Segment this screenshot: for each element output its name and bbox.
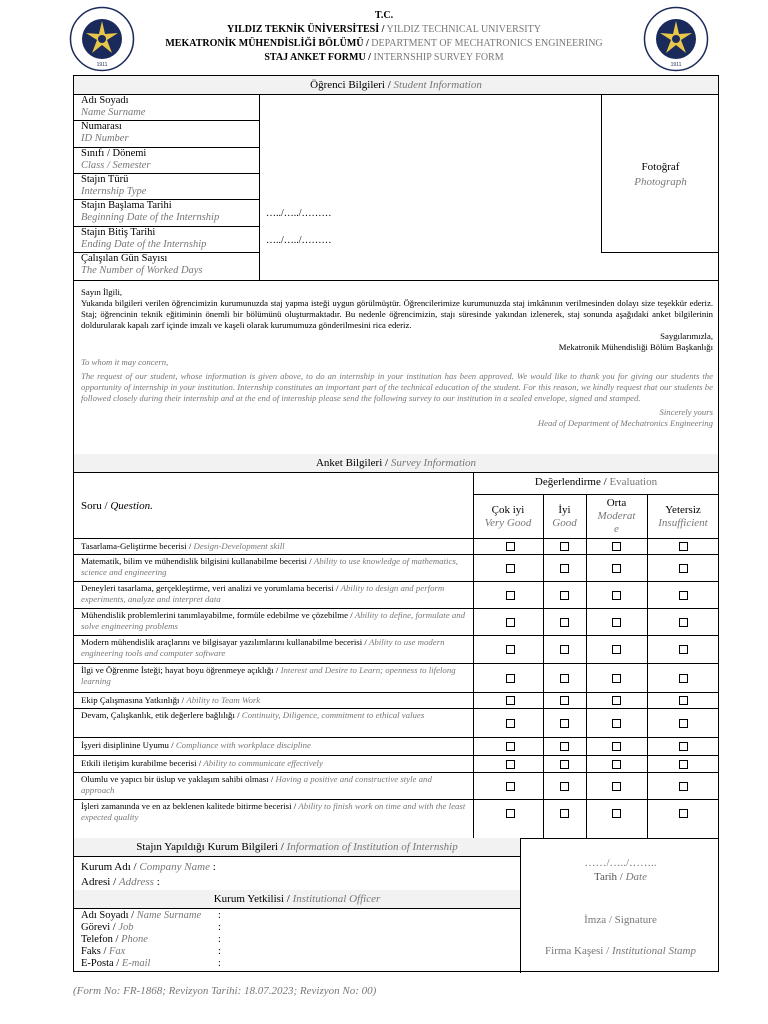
rating-checkbox[interactable]: [560, 760, 569, 769]
officer-field[interactable]: Telefon / Phone :: [81, 934, 221, 945]
rating-checkbox[interactable]: [506, 809, 515, 818]
rating-checkbox[interactable]: [560, 542, 569, 551]
header-university-en: YILDIZ TECHNICAL UNIVERSITY: [386, 24, 541, 35]
rating-checkbox[interactable]: [612, 809, 621, 818]
university-logo-right: [643, 6, 709, 72]
date-label-tr: Tarih /: [594, 871, 623, 883]
rating-checkbox[interactable]: [679, 696, 688, 705]
letter-closing-en: Sincerely yours: [659, 407, 713, 417]
officer-field[interactable]: Adı Soyadı / Name Surname :: [81, 910, 221, 921]
evaluation-column-header: Yetersiz Insufficient: [658, 504, 708, 529]
request-letter: [81, 287, 713, 429]
student-field-label: Stajın Bitiş Tarihi Ending Date of the Internship: [81, 226, 207, 250]
letter-greeting-tr: Sayın İlgili,: [81, 287, 123, 297]
rating-checkbox[interactable]: [506, 645, 515, 654]
survey-question: İşleri zamanında ve en az beklenen kalitede bitirme becerisi / Ability to finish work on time and with the least expected quality: [81, 801, 466, 822]
rating-checkbox[interactable]: [612, 542, 621, 551]
rating-checkbox[interactable]: [612, 719, 621, 728]
rating-checkbox[interactable]: [679, 542, 688, 551]
header-tc: T.C.: [374, 10, 394, 21]
letter-signer-en: Head of Department of Mechatronics Engineering: [537, 418, 713, 428]
rating-checkbox[interactable]: [679, 719, 688, 728]
student-field-label: Sınıfı / Dönemi Class / Semester: [81, 147, 151, 171]
company-section-header: Stajın Yapıldığı Kurum Bilgileri / Information of Institution of Internship: [74, 838, 520, 857]
header-university-tr: YILDIZ TEKNİK ÜNİVERSİTESİ /: [227, 24, 385, 35]
survey-question: Devam, Çalışkanlık, etik değerlere bağlılığı / Continuity, Diligence, commitment to ethical values: [81, 710, 425, 720]
rating-checkbox[interactable]: [679, 760, 688, 769]
survey-question: İşyeri disiplinine Uyumu / Compliance with workplace discipline: [81, 740, 311, 750]
rating-checkbox[interactable]: [612, 564, 621, 573]
survey-question: İlgi ve Öğrenme İsteği; hayat boyu öğrenmeye açıklığı / Interest and Desire to Learn; openness to lifelong learning: [81, 665, 456, 686]
evaluation-column-header: İyi Good: [552, 504, 577, 529]
survey-question: Ekip Çalışmasına Yatkınlığı / Ability to Team Work: [81, 695, 261, 705]
rating-checkbox[interactable]: [506, 696, 515, 705]
survey-question: Modern mühendislik araçlarını ve bilgisayar yazılımlarını kullanabilme becerisi / Ability to use modern engineering tools and computer software: [81, 637, 445, 658]
rating-checkbox[interactable]: [560, 674, 569, 683]
student-field-label: Numarası ID Number: [81, 121, 129, 145]
rating-checkbox[interactable]: [506, 618, 515, 627]
rating-checkbox[interactable]: [679, 645, 688, 654]
survey-section-header: Anket Bilgileri / Survey Information: [74, 454, 718, 473]
rating-checkbox[interactable]: [612, 742, 621, 751]
form-frame: [73, 75, 719, 972]
survey-question: Etkili iletişim kurabilme becerisi / Ability to communicate effectively: [81, 758, 323, 768]
student-field-label: Stajın Başlama Tarihi Beginning Date of the Internship: [81, 200, 220, 224]
date-placeholder: ……/…../……..: [584, 857, 657, 869]
header-department-en: DEPARTMENT OF MECHATRONICS ENGINEERING: [371, 38, 603, 49]
survey-question: Mühendislik problemlerini tanımlayabilme, formüle edebilme ve çözebilme / Ability to define, formulate and solve engineering problems: [81, 610, 466, 631]
header-department-tr: MEKATRONİK MÜHENDİSLİĞİ BÖLÜMÜ /: [165, 38, 369, 49]
rating-checkbox[interactable]: [612, 645, 621, 654]
question-header: Soru / Question.: [81, 500, 153, 512]
student-field-value[interactable]: …../…../………: [266, 208, 332, 220]
rating-checkbox[interactable]: [679, 782, 688, 791]
rating-checkbox[interactable]: [560, 696, 569, 705]
rating-checkbox[interactable]: [679, 742, 688, 751]
student-field-label: Stajın Türü Internship Type: [81, 173, 147, 197]
date-label-en: Date: [625, 871, 647, 883]
rating-checkbox[interactable]: [560, 782, 569, 791]
signature-label[interactable]: İmza / Signature: [584, 914, 657, 926]
rating-checkbox[interactable]: [612, 760, 621, 769]
survey-question: Tasarlama-Geliştirme becerisi / Design-Development skill: [81, 541, 285, 551]
rating-checkbox[interactable]: [560, 719, 569, 728]
photo-placeholder[interactable]: [602, 160, 719, 190]
rating-checkbox[interactable]: [506, 760, 515, 769]
letter-signer-tr: Mekatronik Mühendisliği Bölüm Başkanlığı: [558, 342, 713, 352]
logo-year-right: 1911: [670, 62, 682, 68]
rating-checkbox[interactable]: [560, 742, 569, 751]
rating-checkbox[interactable]: [612, 674, 621, 683]
document-header: [140, 9, 628, 65]
rating-checkbox[interactable]: [560, 618, 569, 627]
university-logo-left: [69, 6, 135, 72]
survey-question: Olumlu ve yapıcı bir üslup ve yaklaşım sahibi olması / Having a positive and constructive style and approach: [81, 774, 432, 795]
rating-checkbox[interactable]: [506, 719, 515, 728]
student-section-header: Öğrenci Bilgileri / Student Information: [74, 76, 718, 95]
rating-checkbox[interactable]: [506, 542, 515, 551]
rating-checkbox[interactable]: [612, 696, 621, 705]
rating-checkbox[interactable]: [612, 618, 621, 627]
rating-checkbox[interactable]: [506, 742, 515, 751]
rating-checkbox[interactable]: [679, 674, 688, 683]
evaluation-column-header: Çok iyi Very Good: [484, 504, 532, 529]
stamp-label[interactable]: Firma Kaşesi / Institutional Stamp: [545, 945, 696, 957]
student-field-label: Adı Soyadı Name Surname: [81, 95, 146, 118]
rating-checkbox[interactable]: [506, 674, 515, 683]
rating-checkbox[interactable]: [679, 591, 688, 600]
photo-label-tr: Fotoğraf: [641, 161, 680, 173]
letter-body-tr: Yukarıda bilgileri verilen öğrencimizin kurumunuzda staj yapma isteği uygun görülmüştür. Öğrencilerimize kurumunuzda staj imkânının verilmesinden dolayı size teşekkür ederiz. Staj; öğrencinin teknik eğitiminin önemli bir bölümünü oluşturmaktadır. Bu nedenle öğrencimizin, stajı süresinde yakından izlenerek, staj sonunda aşağıdaki anket bilgilerinin doldurularak kapalı zarf içinde imzalı ve kaşeli olarak kurumumuza gönderilmesini rica ederiz.: [81, 298, 713, 330]
date-block[interactable]: [521, 856, 720, 884]
student-field-label: Çalışılan Gün Sayısı The Number of Worked Days: [81, 252, 203, 276]
rating-checkbox[interactable]: [560, 809, 569, 818]
company-name-field[interactable]: Kurum Adı / Company Name :: [81, 861, 216, 873]
student-field-value[interactable]: …../…../………: [266, 234, 332, 246]
rating-checkbox[interactable]: [560, 591, 569, 600]
rating-checkbox[interactable]: [506, 782, 515, 791]
rating-checkbox[interactable]: [506, 564, 515, 573]
header-form-tr: STAJ ANKET FORMU /: [264, 52, 371, 63]
form-footer: (Form No: FR-1868; Revizyon Tarihi: 18.07.2023; Revizyon No: 00): [73, 985, 377, 997]
survey-question: Deneyleri tasarlama, gerçekleştirme, veri analizi ve yorumlama becerisi / Ability to design and perform experiments, analyze and interpret data: [81, 583, 445, 604]
officer-section-header: Kurum Yetkilisi / Institutional Officer: [74, 890, 520, 909]
survey-question: Matematik, bilim ve mühendislik bilgisini kullanabilme becerisi / Ability to use knowledge of mathematics, science and engineering: [81, 556, 458, 577]
rating-checkbox[interactable]: [679, 618, 688, 627]
letter-closing-tr: Saygılarımızla,: [660, 331, 713, 341]
company-address-field[interactable]: Adresi / Address :: [81, 876, 160, 888]
officer-field[interactable]: Faks / Fax :: [81, 946, 221, 957]
header-form-en: INTERNSHIP SURVEY FORM: [373, 52, 504, 63]
rating-checkbox[interactable]: [679, 564, 688, 573]
rating-checkbox[interactable]: [679, 809, 688, 818]
rating-checkbox[interactable]: [560, 645, 569, 654]
officer-field[interactable]: E-Posta / E-mail :: [81, 958, 221, 969]
photo-label-en: Photograph: [634, 176, 687, 188]
letter-greeting-en: To whom it may concern,: [81, 357, 169, 367]
rating-checkbox[interactable]: [506, 591, 515, 600]
rating-checkbox[interactable]: [612, 782, 621, 791]
rating-checkbox[interactable]: [612, 591, 621, 600]
letter-body-en: The request of our student, whose information is given above, to do an internship in your institution has been approved. We would like to thank you for giving our students the opportunity of internship in your institution. Internship constitutes an important part of the technical education of the student. For this reason, we kindly request that our students be followed closely during their internship and at the end of internship please send the following survey to our institution in a sealed envelope, signed and stamped.: [81, 371, 713, 403]
officer-field[interactable]: Görevi / Job :: [81, 922, 221, 933]
logo-year-left: 1911: [96, 62, 108, 68]
evaluation-header: Değerlendirme / Evaluation: [534, 476, 658, 488]
evaluation-column-header: Orta Moderat e: [597, 497, 636, 535]
rating-checkbox[interactable]: [560, 564, 569, 573]
